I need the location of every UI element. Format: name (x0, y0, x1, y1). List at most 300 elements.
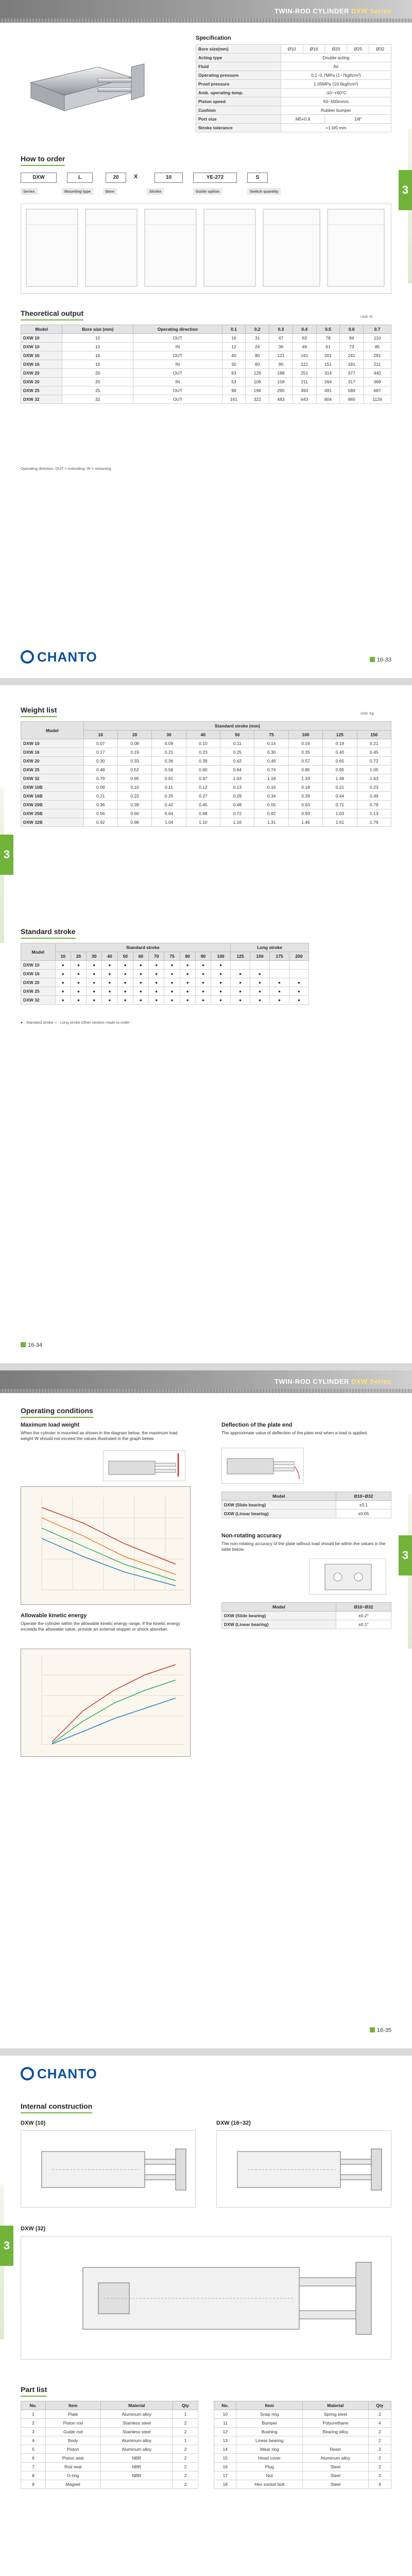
table-cell: 78 (316, 334, 340, 343)
stroke-note: ● : Standard stroke ○ : Long stroke Other strokes made to order (21, 1020, 130, 1025)
non-rotating-table (221, 1602, 391, 1629)
side-tab: 3 (0, 835, 13, 875)
table-cell: ● (250, 970, 270, 978)
table-header-cell: 40 (102, 952, 117, 961)
table-row (214, 2454, 391, 2463)
table-cell: ● (269, 996, 289, 1005)
table-cell: ● (55, 978, 71, 987)
table-row (21, 766, 391, 774)
table-cell: 1 (21, 2410, 46, 2419)
table-cell: 314 (316, 369, 340, 378)
table-row (21, 757, 391, 766)
table-cell: 0.35 (288, 748, 322, 757)
table-cell: ● (195, 961, 211, 970)
catalog-page-4 (0, 2056, 412, 2576)
table-cell: 10 (62, 343, 133, 351)
table-row (214, 2410, 391, 2419)
table-cell: 0.64 (152, 809, 186, 818)
internal-drawing-b (216, 2130, 391, 2208)
table-cell: 0.60 (117, 809, 151, 818)
table-header-cell: 0.7 (364, 325, 391, 334)
table-cell: 15 (214, 2454, 236, 2463)
table-row (21, 739, 391, 748)
table-cell: 0.42 (220, 757, 254, 766)
table-cell: ● (180, 987, 195, 996)
table-cell: ● (289, 987, 308, 996)
table-header-cell: 90 (195, 952, 211, 961)
stroke-model-header: Model (21, 943, 56, 961)
table-cell: Plug (236, 2463, 303, 2471)
table-cell: 0.95 (323, 766, 357, 774)
table-cell: Stainless steel (100, 2419, 173, 2428)
table-cell: 0.56 (83, 809, 117, 818)
table-cell: 1.13 (357, 809, 391, 818)
table-cell: 0.39 (186, 757, 220, 766)
spec-label: Stroke tolerance (196, 124, 281, 132)
table-cell: ● (102, 987, 117, 996)
table-cell: 0.21 (83, 792, 117, 801)
weight-model-header: Model (21, 722, 84, 739)
table-cell: 1.63 (357, 774, 391, 783)
table-cell: 10 (214, 2410, 236, 2419)
table-cell: Piston (45, 2445, 100, 2454)
table-cell: 0.33 (117, 757, 151, 766)
table-cell: DXW 25 (21, 987, 56, 996)
table-cell: Rod seal (45, 2463, 100, 2471)
table-cell: 53 (222, 378, 246, 386)
table-cell: 0.10 (117, 783, 151, 792)
table-row (21, 774, 391, 783)
table-cell: ● (87, 987, 102, 996)
table-cell: 322 (246, 395, 269, 404)
spec-row (196, 106, 391, 115)
table-cell: Piston seal (45, 2454, 100, 2463)
table-cell: DXW 20 (21, 757, 84, 766)
theory-table (21, 325, 391, 404)
table-header-cell: Qty (368, 2401, 391, 2410)
table-cell: 0.17 (83, 748, 117, 757)
table-cell: Aluminum alloy (100, 2436, 173, 2445)
load-mounting-diagram (103, 1450, 185, 1481)
spec-row (196, 115, 391, 124)
table-cell: ● (231, 970, 250, 978)
table-cell: ● (211, 987, 231, 996)
table-row (21, 818, 391, 827)
table-cell: 161 (293, 351, 316, 360)
table-cell: Aluminum alloy (100, 2410, 173, 2419)
table-cell: DXW 32B (21, 818, 84, 827)
table-row (214, 2419, 391, 2428)
table-cell: ● (71, 996, 86, 1005)
table-row (21, 783, 391, 792)
spec-row (196, 80, 391, 89)
table-cell: 0.16 (288, 739, 322, 748)
spec-value: 1/8" (325, 115, 391, 124)
table-cell: DXW 16 (21, 360, 62, 369)
table-cell: Stainless steel (100, 2428, 173, 2436)
table-cell: 0.19 (323, 739, 357, 748)
table-cell: 47 (269, 334, 293, 343)
table-cell: ● (269, 987, 289, 996)
table-cell: ● (102, 996, 117, 1005)
table-cell: Head cover (236, 2454, 303, 2463)
table-cell (303, 2436, 369, 2445)
table-cell: 80 (246, 351, 269, 360)
table-header-cell: Ø10~Ø32 (336, 1492, 391, 1501)
table-cell: 0.14 (254, 739, 288, 748)
table-cell: ● (102, 978, 117, 987)
table-cell: 0.60 (186, 766, 220, 774)
table-row (21, 343, 391, 351)
table-cell: 12 (214, 2428, 236, 2436)
table-cell: ● (231, 978, 250, 987)
series-title: TWIN-ROD CYLINDER DXW Series (274, 7, 391, 15)
table-cell: DXW 10 (21, 961, 56, 970)
table-cell: Steel (303, 2471, 369, 2480)
spec-table (196, 44, 391, 132)
table-cell: 8 (21, 2471, 46, 2480)
table-cell: 251 (293, 369, 316, 378)
max-load-text: When the cylinder is mounted as shown in the diagram below, the maximum load weight W should not exceed the values illustrated in the graph below. (21, 1430, 178, 1442)
table-header-cell: 0.4 (293, 325, 316, 334)
weight-unit: Unit: kg (360, 711, 374, 716)
table-cell: 0.55 (254, 801, 288, 809)
table-cell: 1.31 (254, 818, 288, 827)
stroke-long-header: Long stroke (231, 943, 309, 952)
table-cell: 16 (214, 2463, 236, 2471)
table-cell: ● (180, 970, 195, 978)
table-header-cell: 20 (71, 952, 86, 961)
table-cell: ● (117, 987, 133, 996)
table-header-cell: 10 (83, 731, 117, 739)
table-cell: 687 (364, 386, 391, 395)
table-cell: 965 (340, 395, 364, 404)
table-cell: ● (55, 970, 71, 978)
table-cell: 121 (269, 351, 293, 360)
table-cell: ● (195, 978, 211, 987)
table-cell: Aluminum alloy (303, 2454, 369, 2463)
deflection-text: The approximate value of deflection of the plate end when a load is applied. (221, 1430, 368, 1435)
page-marker-icon (370, 657, 375, 662)
table-cell (269, 961, 289, 970)
table-cell: ● (87, 978, 102, 987)
spec-value: Ø16 (303, 45, 325, 54)
table-cell: 2 (173, 2445, 198, 2454)
table-cell: 0.57 (288, 757, 322, 766)
table-cell: 0.45 (357, 748, 391, 757)
table-header-cell: Qty (173, 2401, 198, 2410)
table-cell: ● (133, 961, 148, 970)
table-cell: ● (149, 978, 164, 987)
table-cell: 2 (173, 2419, 198, 2428)
table-cell: DXW 16 (21, 970, 56, 978)
table-cell: 20 (62, 378, 133, 386)
internal-construction-title: Internal construction (21, 2102, 92, 2113)
table-cell: ● (149, 996, 164, 1005)
table-cell: Bushing (236, 2428, 303, 2436)
table-cell: 2 (173, 2480, 198, 2489)
table-header-cell: 0.6 (340, 325, 364, 334)
spec-label: Operating pressure (196, 71, 281, 80)
spec-value: Double acting (281, 54, 391, 62)
table-cell: 0.71 (323, 801, 357, 809)
table-cell: 85 (364, 343, 391, 351)
table-cell: DXW (Slide bearing) (222, 1501, 336, 1510)
table-cell: ±0.05 (336, 1510, 391, 1518)
weight-list-title: Weight list (21, 706, 57, 717)
spec-title: Specification (196, 35, 231, 41)
table-cell: ● (195, 996, 211, 1005)
table-cell: OUT (133, 395, 222, 404)
order-field-label: Switch quantity (247, 188, 281, 195)
table-cell: 13 (214, 2436, 236, 2445)
table-cell: 2 (173, 2428, 198, 2436)
table-header-cell: 0.1 (222, 325, 246, 334)
table-cell: 804 (316, 395, 340, 404)
table-cell: IN (133, 360, 222, 369)
table-cell: 1.76 (357, 818, 391, 827)
table-cell: Snap ring (236, 2410, 303, 2419)
table-header-cell: 200 (289, 952, 308, 961)
table-cell: 201 (316, 351, 340, 360)
spec-value: 0.1~0.7MPa (1~7kgf/cm²) (281, 71, 391, 80)
table-cell: 1 (173, 2410, 198, 2419)
table-cell: 1.48 (323, 774, 357, 783)
spec-row (196, 97, 391, 106)
table-cell: Body (45, 2436, 100, 2445)
table-row (214, 2480, 391, 2489)
table-header-cell: Item (236, 2401, 303, 2410)
table-cell: ● (289, 996, 308, 1005)
table-cell: 14 (214, 2445, 236, 2454)
table-cell: 16 (62, 360, 133, 369)
table-cell: 0.36 (152, 757, 186, 766)
table-cell: 0.30 (254, 748, 288, 757)
table-header-cell: 80 (180, 952, 195, 961)
spec-row (196, 62, 391, 71)
order-code-segment: 10 (154, 173, 183, 183)
table-row (222, 1501, 391, 1510)
table-cell: 369 (364, 378, 391, 386)
table-row (222, 1612, 391, 1620)
table-cell: ● (55, 987, 71, 996)
table-cell: DXW (Linear bearing) (222, 1620, 336, 1629)
order-field-label: Mounting type (62, 188, 93, 195)
table-cell: 0.72 (357, 757, 391, 766)
header-stripes (0, 19, 412, 23)
table-cell (269, 970, 289, 978)
side-tab: 3 (399, 170, 412, 210)
table-header-cell: 30 (87, 952, 102, 961)
table-cell: 317 (340, 378, 364, 386)
table-cell: 20 (62, 369, 133, 378)
table-cell: 30 (222, 360, 246, 369)
table-header-cell: No. (21, 2401, 46, 2410)
order-detail-box (21, 204, 391, 294)
table-cell: Bumper (236, 2419, 303, 2428)
table-cell: ● (180, 996, 195, 1005)
non-rotating-diagram (309, 1558, 386, 1595)
table-cell: 6 (21, 2454, 46, 2463)
table-cell: DXW 10 (21, 739, 84, 748)
table-cell (100, 2480, 173, 2489)
table-cell: 211 (293, 378, 316, 386)
table-header-cell: 60 (133, 952, 148, 961)
table-cell: ● (117, 978, 133, 987)
table-cell: O-ring (45, 2471, 100, 2480)
table-cell: 0.29 (220, 792, 254, 801)
catalog-page-1 (0, 0, 412, 685)
table-row (21, 2463, 198, 2471)
table-header-cell: 175 (269, 952, 289, 961)
spec-value: 1.05MPa (10.5kgf/cm²) (281, 80, 391, 89)
table-cell: 121 (293, 360, 316, 369)
table-cell: Hex socket bolt (236, 2480, 303, 2489)
table-header-cell: 30 (152, 731, 186, 739)
table-cell: 0.40 (323, 748, 357, 757)
operating-conditions-title: Operating conditions (21, 1406, 93, 1418)
logo-ring-icon (21, 2067, 34, 2080)
table-cell: 126 (246, 369, 269, 378)
spec-label: Acting type (196, 54, 281, 62)
table-cell: Piston rod (45, 2419, 100, 2428)
spec-row (196, 89, 391, 97)
side-tab: 3 (399, 1535, 412, 1575)
theoretical-output-title: Theoretical output (21, 309, 83, 320)
table-header-cell: 0.5 (316, 325, 340, 334)
spec-value: M5×0.8 (281, 115, 325, 124)
table-cell: 0.25 (152, 792, 186, 801)
table-cell: ● (250, 987, 270, 996)
table-cell: 281 (364, 351, 391, 360)
deflection-title: Deflection of the plate end (221, 1422, 293, 1428)
table-cell: 0.68 (186, 809, 220, 818)
table-header-cell: 20 (117, 731, 151, 739)
table-cell: 0.34 (254, 792, 288, 801)
table-cell: 0.85 (288, 766, 322, 774)
table-row (21, 2410, 198, 2419)
spec-label: Proof pressure (196, 80, 281, 89)
table-row (21, 395, 391, 404)
table-cell: DXW 25 (21, 386, 62, 395)
table-row (21, 2454, 198, 2463)
brand-logo: CHANTO (21, 649, 97, 665)
table-cell: ● (180, 961, 195, 970)
table-cell: 4 (368, 2480, 391, 2489)
table-cell: ● (55, 961, 71, 970)
table-header-cell: 70 (149, 952, 164, 961)
theory-note: Operating direction: OUT = extending, IN = retracting (21, 466, 111, 471)
table-cell: DXW 10 (21, 334, 62, 343)
table-cell: ● (164, 961, 180, 970)
table-cell: 2 (173, 2471, 198, 2480)
spec-label: Port size (196, 115, 281, 124)
table-cell: ● (164, 978, 180, 987)
table-header-cell: Material (303, 2401, 369, 2410)
table-cell: 98 (222, 386, 246, 395)
table-cell: Nut (236, 2471, 303, 2480)
spec-label: Cushion (196, 106, 281, 115)
weight-group-header: Standard stroke (mm) (83, 722, 391, 731)
table-header-cell: 75 (254, 731, 288, 739)
page-marker-icon (21, 1342, 26, 1347)
table-cell: 0.39 (288, 792, 322, 801)
table-cell: 0.36 (83, 801, 117, 809)
table-cell (250, 961, 270, 970)
table-cell: 2 (21, 2419, 46, 2428)
table-cell: 483 (269, 395, 293, 404)
table-cell: 0.97 (186, 774, 220, 783)
how-to-order-title: How to order (21, 155, 65, 166)
spec-label: Piston speed (196, 97, 281, 106)
order-field-label: Series (21, 188, 38, 195)
table-cell: ● (71, 970, 86, 978)
table-cell: 1.10 (186, 818, 220, 827)
table-row (21, 748, 391, 757)
table-cell: 264 (316, 378, 340, 386)
table-header-cell: 40 (186, 731, 220, 739)
table-cell: 0.52 (117, 766, 151, 774)
table-cell: 211 (364, 360, 391, 369)
table-cell: 0.13 (220, 783, 254, 792)
table-cell: 16 (62, 351, 133, 360)
table-row (214, 2445, 391, 2454)
table-cell: NBR (100, 2463, 173, 2471)
table-cell: 0.21 (323, 783, 357, 792)
table-cell: 63 (222, 369, 246, 378)
table-header-cell: 0.3 (269, 325, 293, 334)
weight-table (21, 721, 391, 827)
product-photo (21, 46, 149, 124)
table-cell: 4 (368, 2419, 391, 2428)
table-cell: NBR (100, 2454, 173, 2463)
table-cell: Plate (45, 2410, 100, 2419)
table-row (21, 801, 391, 809)
table-header-cell: 50 (220, 731, 254, 739)
table-cell: 10 (62, 334, 133, 343)
table-cell: ● (195, 987, 211, 996)
table-cell: 161 (222, 395, 246, 404)
table-cell: 0.09 (152, 739, 186, 748)
spec-row (196, 54, 391, 62)
table-row (21, 2471, 198, 2480)
table-cell: ● (269, 978, 289, 987)
table-cell: 90 (269, 360, 293, 369)
header-band (0, 0, 412, 23)
table-row (21, 996, 309, 1005)
table-header-cell: 75 (164, 952, 180, 961)
table-cell: 0.79 (83, 774, 117, 783)
spec-label: Fluid (196, 62, 281, 71)
stroke-table (21, 943, 309, 1005)
table-cell: 61 (316, 343, 340, 351)
order-code-segment: L (67, 173, 93, 183)
table-cell: 0.23 (186, 748, 220, 757)
table-header-cell: Model (21, 325, 62, 334)
max-load-graph (21, 1486, 191, 1605)
table-cell: 32 (62, 395, 133, 404)
table-cell: ● (231, 996, 250, 1005)
table-cell: 0.44 (323, 792, 357, 801)
standard-stroke-title: Standard stroke (21, 927, 76, 939)
table-cell: ● (231, 987, 250, 996)
theory-unit: Unit: N (360, 314, 372, 319)
table-cell: 0.30 (83, 757, 117, 766)
page-marker-icon (370, 2027, 375, 2032)
spec-value: Ø10 (281, 45, 303, 54)
spec-value: +1.0/0 mm (281, 124, 391, 132)
table-cell: 60 (246, 360, 269, 369)
